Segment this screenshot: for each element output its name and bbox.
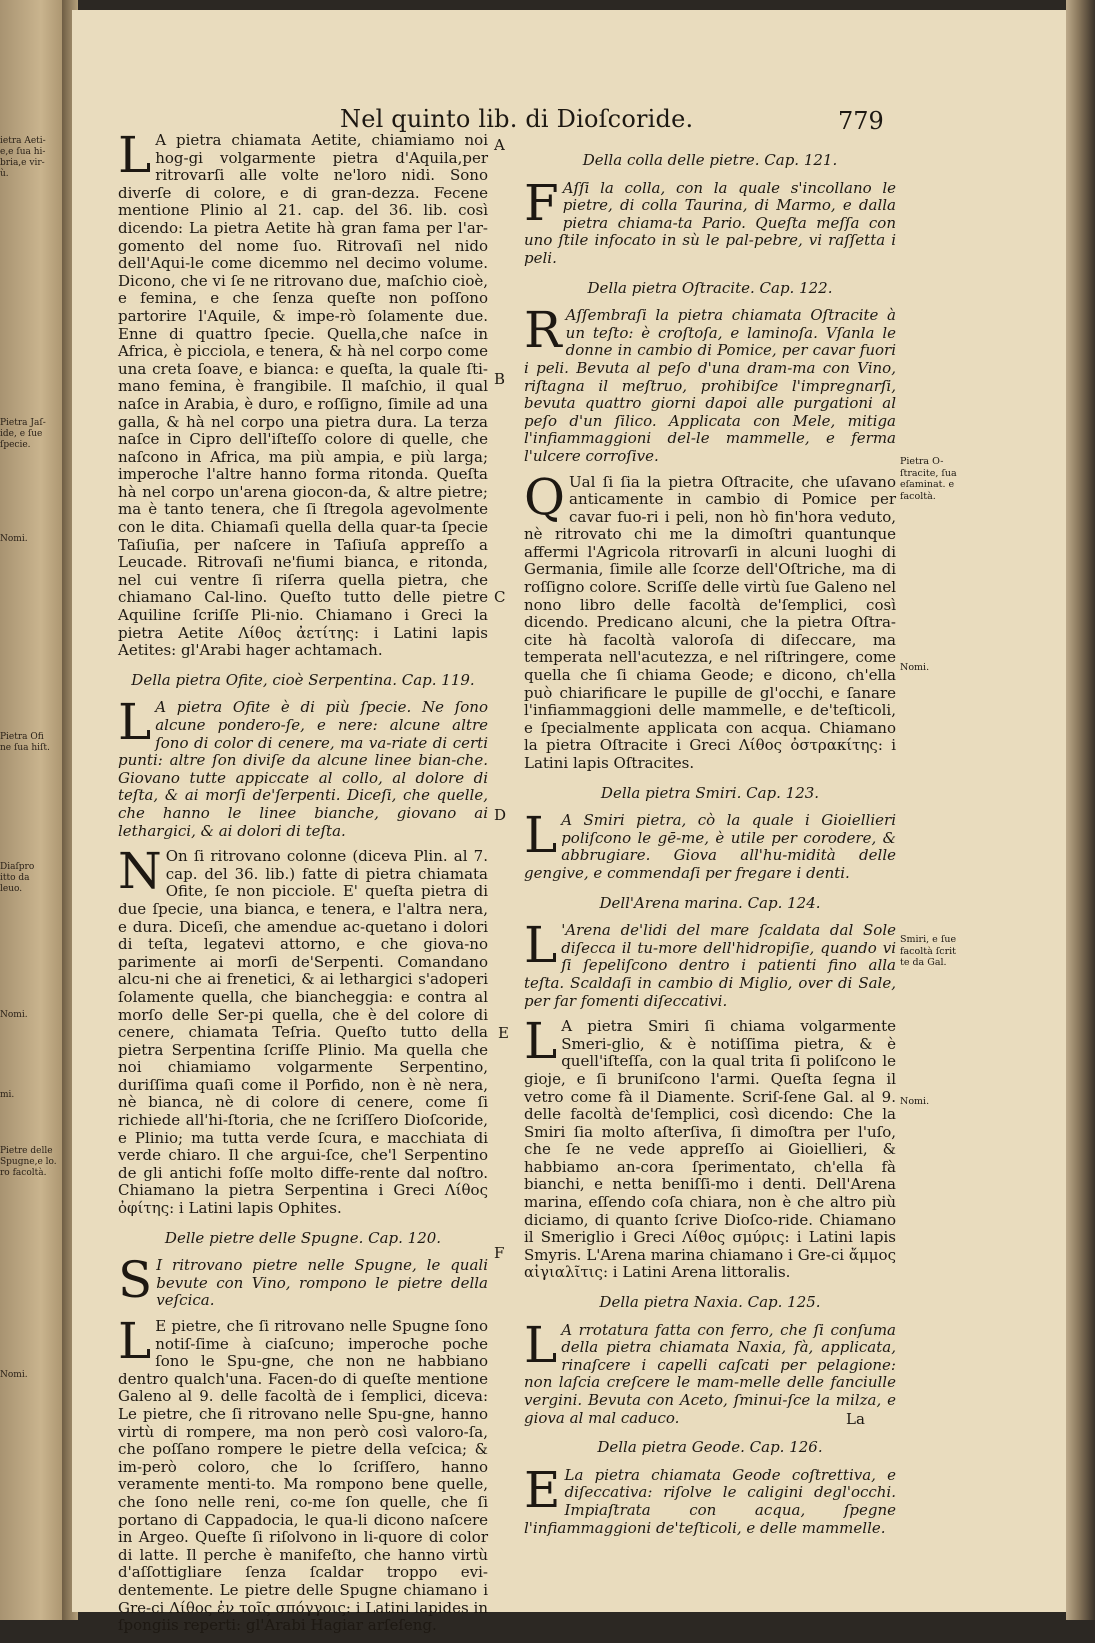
drop-cap: Q — [524, 467, 565, 526]
geode-dioscorides — [524, 1460, 896, 1537]
ofite-dioscorides — [118, 693, 488, 840]
paragraph: A pietra chiamata Aetite, chiamiamo noi hog-gi volgarmente pietra d'Aquila,per ritrovarſi alle volte ne'loro nidi. Sono diverſe di colore, e di gran-dezza. Fecene mentione Plinio al 21. cap. del 36. lib. così dicendo: La pietra Aetite hà gran fama per l'ar-gomento del nome ſuo. Ritrovaſi nel nido dell'Aqui-le come dicemmo nel decimo volume. Dicono, che vi ſe ne ritrovano due, maſchio cioè, e femina, e che ſenza queſte non poſſono partorire l'Aquile, & impe-rò ſolamente due. Enne di quattro ſpecie. Quella,che naſce in Africa, è picciola, e tenera, & hà nel corpo come una creta ſoave, e bianca: e queſta, la quale ſti-mano femina, è frangibile. Il maſchio, il qual naſce in Arabia, è duro, e roſſigno, ſimile ad una galla, & hà nel corpo una pietra dura. La terza naſce in Cipro dell'iſteſſo colore di quelle, che naſcono in Africa, ma più ampia, e più larga; imperoche l'altre hanno forma ritonda. Queſta hà nel corpo un'arena giocon-da, & altre pietre; ma è tanto tenera, che ſi ſtregola agevolmente con le dita. Chiamaſi quella della quar-ta ſpecie Taſiuſia, per naſcere in Taſiuſa appreſſo a Leucade. Ritrovaſi ne'fiumi bianca, e ritonda, nel cui ventre ſi riſerra quella pietra, che chiamano Cal-lino. Queſto tutto delle pietre Aquiline ſcriſſe Pli-nio. Chiamano i Greci la pietra Aetite Λίθος ἀετίτης: i Latini lapis Aetites: gl'Arabi hager achtamach. — [118, 131, 488, 660]
paragraph: On ſi ritrovano colonne (diceva Plin. al 7. cap. del 36. lib.) fatte di pietra chiamata Ofite, ſe non picciole. E' queſta pietra di due ſpecie, una bianca, e tenera, e l'altra nera, e dura. Diceſi, che amendue ac-quetano i dolori di teſta, legatevi attorno, e che giova-no parimente ai morſi de'Serpenti. Comandano alcu-ni che ai frenetici, & ai lethargici s'adoperi ſolamente quella, che biancheggia: e contra al morſo delle Ser-pi quella, che è del colore di cenere, chiamata Teſria. Queſto tutto della pietra Serpentina ſcriſſe Plinio. Ma quella che noi chiamiamo volgarmente Serpentino, duriſſima quaſi come il Porfido, non è nè nera, nè bianca, nè di colore di cenere, come ſi richiede all'hi-ſtoria, che ne ſcriſſero Dioſcoride, e Plinio; ma tutta verde ſcura, e macchiata di verde chiaro. Il che argui-ſce, che'l Serpentino de gli antichi foſſe molto diffe-rente dal noſtro. Chiamano la pietra Serpentina i Greci Λίθος ὀφίτης: i Latini lapis Ophites. — [118, 847, 488, 1218]
page-edge — [1066, 0, 1095, 1620]
ostracite-commentary — [524, 467, 896, 773]
running-header: Nel quinto lib. di Dioſcoride. — [340, 105, 694, 133]
left-margin-note: Diaſpro itto da leuo. — [0, 862, 35, 894]
left-column — [118, 126, 488, 1643]
chapter-heading: Della pietra Geode. Cap. 126. — [597, 1438, 823, 1457]
drop-cap: L — [524, 916, 558, 975]
drop-cap: L — [118, 126, 152, 184]
drop-cap: L — [118, 1312, 152, 1370]
margin-letter: D — [494, 806, 507, 824]
right-margin-note: Nomi. — [900, 662, 930, 673]
colla-dioscorides — [524, 173, 896, 268]
right-margin-note: Nomi. — [900, 1096, 930, 1107]
margin-letter: E — [498, 1024, 509, 1042]
margin-letter: A — [494, 136, 505, 154]
drop-cap: S — [118, 1251, 153, 1310]
ostracite-dioscorides — [524, 301, 896, 465]
right-column — [524, 150, 896, 1545]
left-margin-note: Pietra Jaſ- ide, e ſue ſpecie. — [0, 418, 46, 450]
smiri-dioscorides — [524, 806, 896, 882]
drop-cap: L — [524, 806, 558, 865]
left-margin-note: Nomi. — [0, 1010, 28, 1020]
drop-cap: L — [524, 1012, 558, 1071]
margin-letter: C — [494, 588, 506, 606]
drop-cap: L — [524, 1315, 558, 1374]
margin-letter: B — [494, 370, 506, 388]
paragraph: A pietra Ofite è di più ſpecie. Ne ſono alcune pondero-ſe, e nere: alcune altre ſono di color di cenere, ma va-riate di certi punti: altre ſon diviſe da alcune linee bian-che. Giovano tutte appiccate al collo, al dolore di teſta, & ai morſi de'ſerpenti. Diceſi, che quelle, che hanno le linee bianche, giovano ai lethargici, & ai dolori di teſta. — [118, 698, 488, 840]
drop-cap: L — [118, 693, 152, 752]
paragraph: Aſſi la colla, con la quale s'incollano le pietre, di colla Taurina, di Marmo, e dalla pietra chiama-ta Pario. Queſta meſſa con uno ſtile infocato in sù le pal-pebre, vi raſſetta i peli. — [524, 178, 896, 267]
spugne-commentary — [118, 1312, 488, 1635]
paragraph: A Smiri pietra, cò la quale i Gioiellieri poliſcono le gē-me, è utile per corodere, & abbrugiare. Giova all'hu-midità delle gengive, e commendaſi per fregare i denti. — [524, 811, 896, 882]
catchword: La — [846, 1410, 865, 1428]
right-margin-note: Smiri, e ſue facoltà ſcrit te da Gal. — [900, 934, 957, 968]
chapter-heading: Della pietra Naxia. Cap. 125. — [599, 1293, 821, 1312]
left-margin-note: Pietre delle Spugne,e lo. ro facoltà. — [0, 1146, 57, 1178]
drop-cap: N — [118, 842, 162, 901]
right-margin-note: Pietra O- ſtracite, ſua eſaminat. e facoltà. — [900, 456, 957, 502]
paragraph: E pietre, che ſi ritrovano nelle Spugne ſono notiſ-ſime à ciaſcuno; imperoche poche ſono le Spu-gne, che non ne habbiano dentro qualch'una. Facen-do di queſte mentione Galeno al 9. delle facoltà de i ſemplici, diceva: Le pietre, che ſi ritrovano nelle Spu-gne, hanno virtù di rompere, ma non però così valoro-ſa, che poſſano rompere le pietre della veſcica; & im-però coloro, che lo ſcriſſero, hanno veramente menti-to. Ma rompono bene quelle, che ſono nelle reni, co-me ſon quelle, che ſi portano di Cappadocia, le qua-li dicono naſcere in Argeo. Queſte ſi riſolvono in li-quore di color di latte. Il perche è manifeſto, che hanno virtù d'aſſottigliare ſenza ſcaldar troppo evi-dentemente. Le pietre delle Spugne chiamano i Gre-ci Λίθος ἐν τοῖς σπόγγοις: i Latini lapides in ſpongiis reperti: gl'Arabi Hagiar arſeſeng. — [118, 1317, 488, 1635]
chapter-heading: Dell'Arena marina. Cap. 124. — [599, 893, 821, 912]
left-margin-note: Pietra Ofi ne ſua hiſt. — [0, 732, 50, 753]
page-number: 779 — [838, 107, 884, 135]
drop-cap: E — [524, 1460, 561, 1519]
drop-cap: R — [524, 301, 562, 360]
arena-dioscorides — [524, 916, 896, 1010]
chapter-heading: Della pietra Oſtracite. Cap. 122. — [587, 278, 833, 297]
ofite-commentary — [118, 842, 488, 1218]
chapter-heading: Della pietra Smiri. Cap. 123. — [600, 783, 820, 802]
chapter-heading: Delle pietre delle Spugne. Cap. 120. — [164, 1228, 442, 1247]
chapter-heading: Della colla delle pietre. Cap. 121. — [582, 151, 838, 169]
paragraph: A rrotatura fatta con ferro, che ſi conſuma della pietra chiamata Naxia, fà, applicata, rinaſcere i capelli caſcati per pelagione: non laſcia creſcere le mam-melle delle fanciulle vergini. Bevuta con Aceto, ſminui-ſce la milza, e giova al mal caduco. — [524, 1320, 896, 1427]
left-margin-note: ietra Aeti- e,e ſua hi- bria,e vir- ù. — [0, 136, 46, 179]
paragraph: A pietra Smiri ſi chiama volgarmente Smeri-glio, & è notiſſima pietra, & è quell'iſteſſa, con la qual trita ſi poliſcono le gioje, e ſi bruniſcono l'armi. Queſta ſegna il vetro come fà il Diamente. Scriſ-ſene Gal. al 9. delle facoltà de'ſemplici, così dicendo: Che la Smiri ſia molto aſterſiva, ſi dimoſtra per l'uſo, che ſe ne vede appreſſo ai Gioiellieri, & habbiamo an-cora ſperimentato, ch'ella fà bianchi, e netta beniſſi-mo i denti. Dell'Arena marina, eſſendo coſa chiara, non è che altro più diciamo, di quanto ſcrive Dioſco-ride. Chiamano il Smeriglio i Greci Λίθος σμύρις: i Latini lapis Smyris. L'Arena marina chiamano i Gre-ci ἄμμος αἰγιαλῖτις: i Latini Arena littoralis. — [524, 1017, 896, 1282]
paragraph: 'Arena de'lidi del mare ſcaldata dal Sole diſecca il tu-more dell'hidropiſie, quando vi ſi ſepeliſcono dentro i patienti fino alla teſta. Scaldaſi in cambio di Miglio, over di Sale, per far fomenti diſeccativi. — [524, 921, 896, 1010]
spugne-dioscorides — [118, 1251, 488, 1310]
drop-cap: F — [524, 173, 559, 232]
left-margin-note: Nomi. — [0, 534, 28, 544]
left-margin-note: Nomi. — [0, 1370, 28, 1380]
margin-letter: F — [494, 1244, 505, 1262]
chapter-heading: Della pietra Ofite, cioè Serpentina. Cap. 119. — [131, 670, 475, 689]
left-margin-note: mi. — [0, 1090, 15, 1100]
paragraph: La pietra chiamata Geode coſtrettiva, e diſeccativa: riſolve le caligini degl'occhi. Impiaſtrata con acqua, ſpegne l'infiammaggioni de'teſticoli, e delle mammelle. — [524, 1465, 896, 1537]
naxia-dioscorides — [524, 1315, 896, 1428]
paragraph: I ritrovano pietre nelle Spugne, le quali bevute con Vino, rompono le pietre della veſcica. — [156, 1256, 488, 1310]
paragraph: Ual ſi ſia la pietra Oſtracite, che uſavano anticamente in cambio di Pomice per cavar fuo-ri i peli, non hò fin'hora veduto, nè ritrovato chi me la dimoſtri quantunque affermi l'Agricola ritrovarſi in alcuni luoghi di Germania, ſimile alle ſcorze dell'Oſtriche, ma di roſſigno colore. Scriſſe delle virtù ſue Galeno nel nono libro delle facoltà de'ſemplici, così dicendo. Predicano alcuni, che la pietra Oſtra-cite hà facoltà valoroſa di diſeccare, ma temperata nell'acutezza, e nel riſtringere, come quella che ſi chiama Geode; e dicono, ch'ella può chiarificare le pupille de gl'occhi, e ſanare l'infiammaggioni delle mammelle, e de'teſticoli, e ſpecialmente applicata con acqua. Chiamano la pietra Oſtracite i Greci Λίθος ὀστρακίτης: i Latini lapis Oſtracites. — [524, 472, 896, 772]
smiri-commentary — [524, 1012, 896, 1282]
paragraph: Aſſembraſi la pietra chiamata Oſtracite à un teſto: è croſtoſa, e laminoſa. Vſanla le donne in cambio di Pomice, per cavar fuori i peli. Bevuta al peſo d'una dram-ma con Vino, riſtagna il meſtruo, prohibiſce l'impregnarſi, bevuta quattro giorni dapoi alle purgationi al peſo d'un ſilico. Applicata con Mele, mitiga l'infiammaggioni del-le mammelle, e ferma l'ulcere corroſive. — [524, 306, 896, 465]
aetite-section — [118, 126, 488, 660]
